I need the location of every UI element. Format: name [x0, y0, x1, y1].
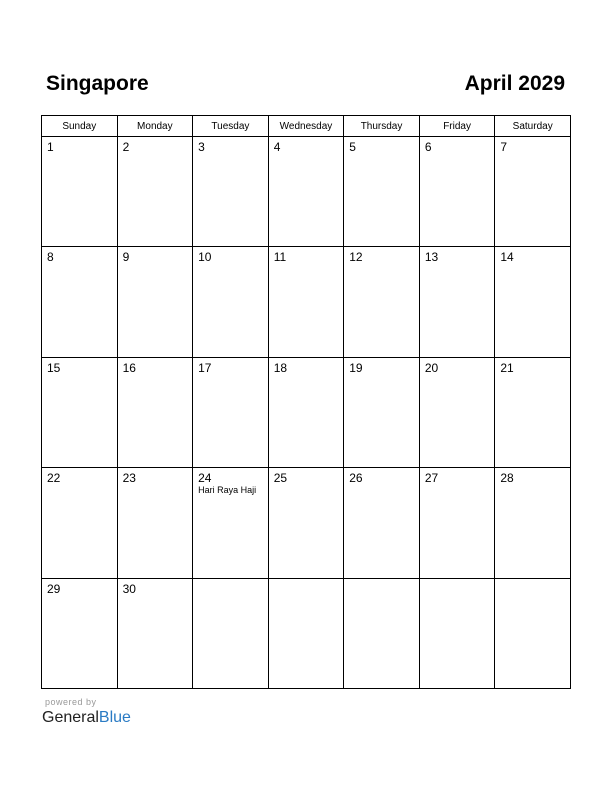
day-number: 20 — [424, 360, 439, 375]
day-cell — [344, 357, 420, 467]
day-number: 23 — [122, 471, 136, 486]
day-cell — [268, 357, 344, 467]
day-number: 26 — [349, 471, 363, 486]
day-number: 7 — [500, 140, 508, 154]
day-number: 13 — [424, 250, 439, 265]
day-number: 17 — [198, 360, 212, 375]
day-cell — [117, 357, 193, 467]
day-cell-empty — [268, 578, 344, 688]
day-number: 8 — [47, 250, 54, 265]
day-number: 27 — [424, 471, 439, 486]
day-number: 14 — [500, 250, 514, 265]
day-cell — [268, 137, 344, 247]
day-number — [193, 579, 268, 582]
brand-general-text: General — [42, 709, 99, 726]
day-number: 10 — [198, 250, 212, 265]
day-cell — [117, 247, 193, 357]
day-cell — [42, 137, 118, 247]
day-cell — [419, 137, 495, 247]
weekday-header-sunday: Sunday — [42, 116, 118, 137]
weekday-header-wednesday: Wednesday — [268, 116, 344, 137]
day-number: 5 — [349, 140, 356, 154]
day-cell — [344, 247, 420, 357]
day-cell — [495, 137, 571, 247]
day-number — [344, 579, 419, 582]
weekday-header-row — [42, 116, 571, 137]
day-cell-empty — [419, 578, 495, 688]
day-cell — [495, 468, 571, 578]
calendar-month-title: April 2029 — [464, 72, 565, 95]
day-cell-empty — [344, 578, 420, 688]
day-cell — [419, 247, 495, 357]
day-cell — [344, 137, 420, 247]
brand-blue-text: Blue — [98, 709, 131, 726]
weekday-header-tuesday: Tuesday — [193, 116, 269, 137]
day-cell-empty — [495, 578, 571, 688]
powered-by-text: powered by — [45, 697, 97, 707]
week-row — [42, 247, 571, 357]
day-cell — [419, 357, 495, 467]
week-row — [42, 137, 571, 247]
day-cell — [419, 468, 495, 578]
day-number: 24 — [198, 471, 212, 486]
day-number: 22 — [47, 471, 61, 486]
week-row — [42, 468, 571, 578]
day-cell — [42, 468, 118, 578]
day-cell — [117, 468, 193, 578]
day-cell — [193, 137, 269, 247]
day-number: 28 — [500, 471, 514, 486]
week-row — [42, 357, 571, 467]
day-cell — [117, 578, 193, 688]
day-cell — [193, 247, 269, 357]
calendar-grid — [41, 115, 571, 689]
day-cell — [268, 247, 344, 357]
day-number: 18 — [273, 360, 288, 375]
day-number: 16 — [122, 360, 136, 375]
calendar-country-title: Singapore — [46, 72, 149, 95]
week-row — [42, 578, 571, 688]
day-cell — [193, 468, 269, 578]
day-number: 6 — [424, 140, 432, 154]
day-number: 25 — [273, 471, 288, 486]
day-cell — [268, 468, 344, 578]
day-number: 1 — [47, 140, 54, 154]
weekday-header-friday: Friday — [419, 116, 495, 137]
day-number — [269, 579, 344, 582]
weekday-header-thursday: Thursday — [344, 116, 420, 137]
day-number: 19 — [349, 360, 363, 375]
day-cell — [42, 247, 118, 357]
day-cell — [42, 357, 118, 467]
weekday-header-monday: Monday — [117, 116, 193, 137]
day-number: 30 — [122, 581, 136, 596]
day-cell — [117, 137, 193, 247]
day-number: 2 — [122, 140, 130, 154]
day-number: 21 — [500, 360, 514, 375]
day-cell — [495, 247, 571, 357]
day-number: 12 — [349, 250, 363, 265]
day-number — [495, 579, 570, 582]
day-number — [420, 579, 495, 582]
day-cell — [495, 357, 571, 467]
weekday-header-saturday: Saturday — [495, 116, 571, 137]
generalblue-logo — [42, 708, 131, 728]
day-cell — [344, 468, 420, 578]
day-number: 3 — [198, 140, 205, 154]
day-cell — [193, 357, 269, 467]
day-number: 9 — [122, 250, 130, 265]
holiday-label: Hari Raya Haji — [198, 485, 257, 496]
day-number: 4 — [273, 140, 281, 154]
day-cell-empty — [193, 578, 269, 688]
day-cell — [42, 578, 118, 688]
day-number: 29 — [47, 581, 61, 596]
day-number: 11 — [273, 250, 287, 265]
day-number: 15 — [47, 360, 61, 375]
